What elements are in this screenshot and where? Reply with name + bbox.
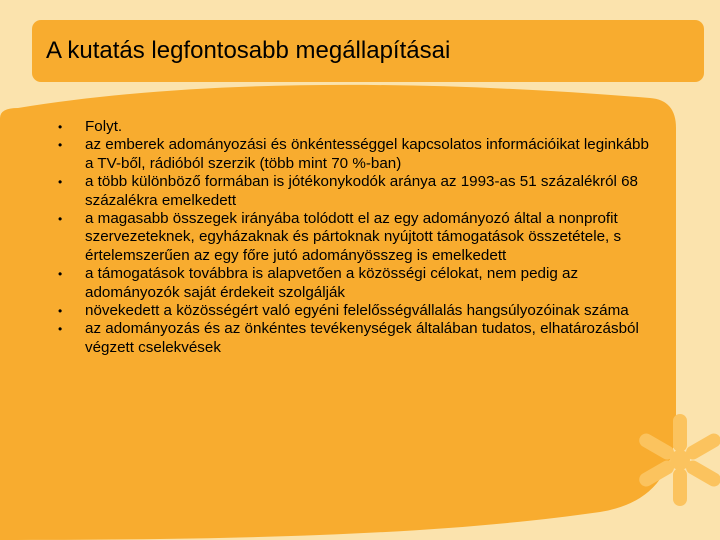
bullet-text: az adományozás és az önkéntes tevékenységek általában tudatos, elhatározásból végzett cselekvések: [85, 320, 639, 356]
bullet-text: a magasabb összegek irányába tolódott el az egy adományozó által a nonprofit szervezeteknek, egyházaknak és pártoknak nyújtott támogatások összetétele, s értelemszerűen az egy főre jutó adományösszeg is emelkedett: [85, 210, 622, 264]
bullet-item: [52, 302, 652, 320]
bullet-dot: •: [58, 267, 63, 282]
title-bar: [32, 20, 704, 82]
bullet-dot: •: [58, 322, 63, 337]
bullet-dot: •: [58, 212, 63, 227]
bullet-item: [52, 173, 652, 210]
bullet-item: [52, 118, 652, 136]
flower-icon: [630, 405, 720, 515]
bullet-dot: •: [58, 304, 63, 319]
bullet-text: az emberek adományozási és önkéntességgel kapcsolatos információikat leginkább a TV-ből, rádióból szerzik (több mint 70 %-ban): [85, 136, 649, 172]
bullet-text: a több különböző formában is jótékonykodók aránya az 1993-as 51 százalékról 68 százalékra emelkedett: [85, 173, 639, 209]
bullet-dot: •: [58, 138, 63, 153]
bullet-item: [52, 265, 652, 302]
bullet-text: Folyt.: [85, 118, 123, 135]
slide-title: A kutatás legfontosabb megállapításai: [46, 37, 451, 64]
bullet-item: [52, 320, 652, 357]
bullet-list: [52, 118, 652, 357]
bullet-item: [52, 210, 652, 265]
bullet-text: növekedett a közösségért való egyéni felelősségvállalás hangsúlyozóinak száma: [85, 302, 629, 320]
bullet-item: [52, 136, 652, 173]
bullet-dot: •: [58, 175, 63, 190]
bullet-text: a támogatások továbbra is alapvetően a közösségi célokat, nem pedig az adományozók saját érdekeit szolgálják: [85, 265, 579, 301]
bullet-dot: •: [58, 120, 63, 134]
